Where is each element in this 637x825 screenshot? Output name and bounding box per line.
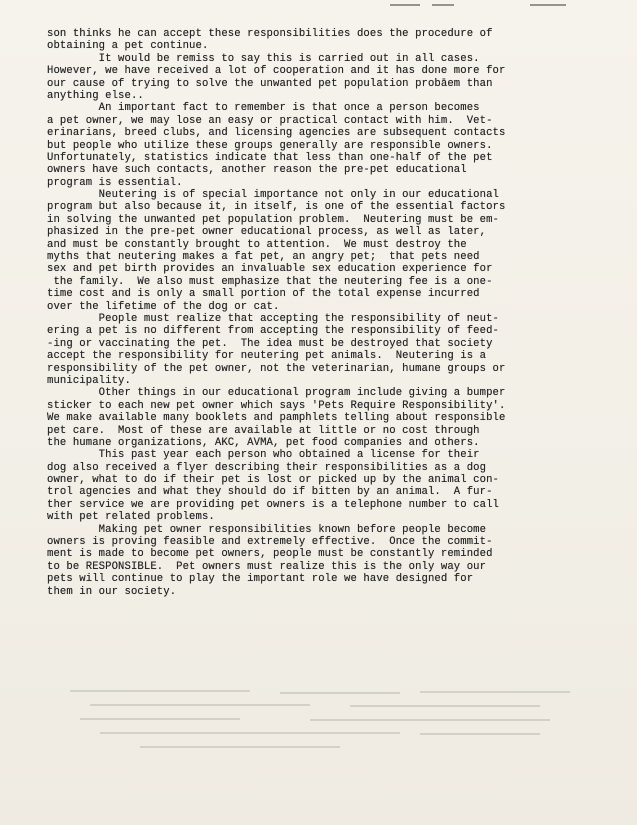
text-line: ment is made to become pet owners, people must be constantly reminded (47, 548, 493, 561)
text-line: myths that neutering makes a fat pet, an angry pet; that pets need (47, 251, 480, 264)
text-line: -ing or vaccinating the pet. The idea must be destroyed that society (47, 337, 493, 350)
text-line: Neutering is of special importance not only in our educational (47, 189, 500, 202)
text-line: erinarians, breed clubs, and licensing agencies are subsequent contacts (47, 127, 506, 140)
typewritten-body (47, 28, 592, 598)
text-line: sex and pet birth provides an invaluable sex education experience for (47, 263, 493, 276)
text-line: dog also received a flyer describing their responsibilities as a dog (47, 461, 487, 474)
text-line: our cause of trying to solve the unwanted pet population probāem than (47, 77, 493, 90)
text-line: over the lifetime of the dog or cat. (47, 300, 280, 313)
text-line: We make available many booklets and pamphlets telling about responsible (47, 412, 506, 425)
text-line: ering a pet is no different from accepting the responsibility of feed- (47, 325, 500, 338)
text-line: responsibility of the pet owner, not the veterinarian, humane groups or (47, 362, 506, 375)
text-line: son thinks he can accept these responsibilities does the procedure of (47, 28, 493, 40)
text-line: the humane organizations, AKC, AVMA, pet food companies and others. (47, 436, 480, 449)
text-line: owner, what to do if their pet is lost or picked up by the animal con- (47, 474, 500, 487)
text-line: An important fact to remember is that once a person becomes (47, 102, 480, 115)
text-line: a pet owner, we may lose an easy or practical contact with him. Vet- (47, 114, 493, 127)
text-line: Unfortunately, statistics indicate that less than one-half of the pet (47, 151, 493, 164)
text-line: municipality. (47, 374, 131, 387)
text-line: obtaining a pet continue. (47, 40, 209, 53)
text-line: accept the responsibility for neutering pet animals. Neutering is a (47, 350, 487, 363)
text-line: sticker to each new pet owner which says 'Pets Require Responsibility'. (47, 399, 506, 412)
text-line: program but also because it, in itself, is one of the essential factors (47, 201, 506, 214)
text-line: owners is proving feasible and extremely effective. Once the commit- (47, 536, 493, 549)
text-line: to be RESPONSIBLE. Pet owners must realize this is the only way our (47, 560, 487, 573)
text-line: pet care. Most of these are available at little or no cost through (47, 424, 480, 437)
text-line: with pet related problems. (47, 511, 215, 524)
top-edge-marks (390, 4, 570, 8)
text-line: This past year each person who obtained a license for their (47, 449, 480, 462)
text-line: owners have such contacts, another reason the pre-pet educational (47, 164, 467, 177)
text-line: It would be remiss to say this is carried out in all cases. (47, 52, 480, 65)
text-line: Other things in our educational program include giving a bumper (47, 387, 506, 400)
text-line: pets will continue to play the important role we have designed for (47, 573, 474, 586)
text-line: and must be constantly brought to attention. We must destroy the (47, 238, 467, 251)
show-through-marks (60, 690, 580, 760)
text-line: time cost and is only a small portion of the total expense incurred (47, 288, 480, 301)
text-line: Making pet owner responsibilities known before people become (47, 523, 487, 536)
text-line: ther service we are providing pet owners is a telephone number to call (47, 498, 500, 511)
text-line: People must realize that accepting the responsibility of neut- (47, 312, 500, 325)
text-line: the family. We also must emphasize that the neutering fee is a one- (47, 275, 493, 288)
text-line: However, we have received a lot of cooperation and it has done more for (47, 65, 506, 78)
text-line: trol agencies and what they should do if bitten by an animal. A fur- (47, 486, 493, 499)
text-line: them in our society. (47, 585, 177, 598)
text-line: program is essential. (47, 176, 183, 189)
text-line: but people who utilize these groups generally are responsible owners. (47, 139, 493, 152)
text-line: anything else.. (47, 89, 144, 102)
text-line: phasized in the pre-pet owner educational process, as well as later, (47, 226, 487, 239)
text-line: in solving the unwanted pet population problem. Neutering must be em- (47, 213, 500, 226)
